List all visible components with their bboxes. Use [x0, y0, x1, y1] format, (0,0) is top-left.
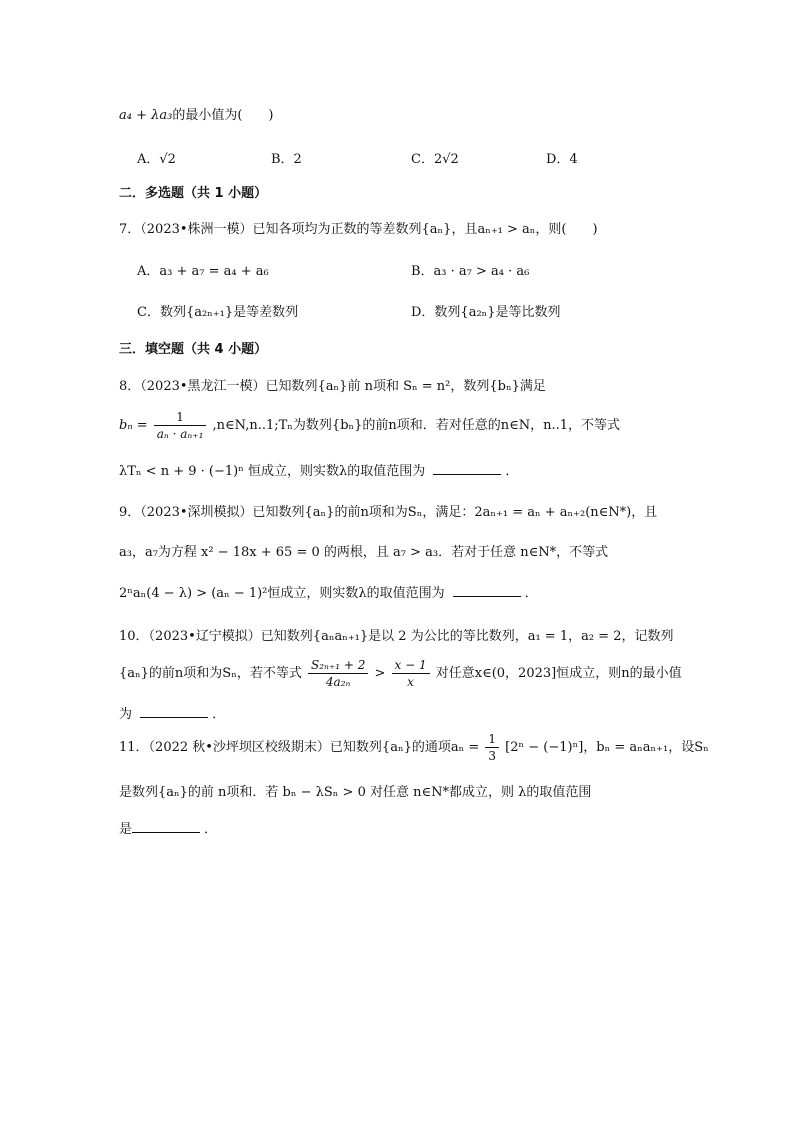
- q6-option-a[interactable]: A．√2: [137, 152, 176, 167]
- q10-period: ．: [212, 707, 226, 722]
- q10-line-2-prefix: {aₙ}的前n项和为Sₙ，若不等式: [119, 666, 302, 681]
- q10-frac-left-numerator: S₂ₙ₊₁ + 2: [308, 657, 368, 674]
- q7-stem: 7．（2023•株洲一模）已知各项均为正数的等差数列{aₙ}，且aₙ₊₁ > aₙ，则( ): [119, 222, 598, 237]
- q8-line-2: [119, 409, 620, 443]
- q7-option-b[interactable]: B．a₃ · a₇ > a₄ · a₆: [411, 264, 530, 279]
- q11-frac-numerator: 1: [485, 731, 499, 748]
- q9-line-1: 9．（2023•深圳模拟）已知数列{aₙ}的前n项和为Sₙ，满足：2aₙ₊₁ = aₙ + aₙ₊₂(n∈N*)，且: [119, 505, 658, 520]
- q11-line-3: [119, 820, 217, 840]
- q11-fraction: [485, 731, 499, 764]
- q11-line-2: 是数列{aₙ}的前 n项和．若 bₙ − λSₙ > 0 对任意 n∈N*都成立，则 λ的取值范围: [119, 785, 592, 800]
- q8-fraction: [154, 409, 207, 442]
- q8-line-3: [119, 462, 518, 482]
- q9-line-3-text: 2ⁿaₙ(4 − λ) > (aₙ − 1)²恒成立，则实数λ的取值范围为: [119, 586, 445, 601]
- q8-line-1: 8．（2023•黑龙江一模）已知数列{aₙ}前 n项和 Sₙ = n²，数列{bₙ}满足: [119, 379, 546, 394]
- q10-fraction-left: [308, 657, 368, 690]
- q8-answer-blank[interactable]: [433, 462, 501, 475]
- q10-frac-right-numerator: x − 1: [392, 657, 430, 674]
- q11-line-1-prefix: 11．（2022 秋•沙坪坝区校级期末）已知数列{aₙ}的通项aₙ =: [119, 740, 480, 755]
- q6-stem-tail: [119, 106, 273, 126]
- q10-greater-than: >: [374, 666, 386, 681]
- q7-option-d[interactable]: D．数列{a₂ₙ}是等比数列: [411, 305, 561, 320]
- q9-answer-blank[interactable]: [453, 584, 521, 597]
- q6-expression: a₄ + λa₃: [119, 108, 173, 123]
- q10-fraction-right: [392, 657, 430, 690]
- q8-line-2-text: ,n∈N,n..1;Tₙ为数列{bₙ}的前n项和．若对任意的n∈N，n..1，不等式: [212, 418, 621, 433]
- q11-frac-denominator: 3: [488, 749, 497, 763]
- q11-line-3-text: 是: [119, 822, 133, 837]
- q6-text: 的最小值为( ): [172, 108, 274, 123]
- q6-option-d[interactable]: D．4: [546, 152, 578, 167]
- q8-b-eq: bₙ =: [119, 418, 148, 433]
- section-heading-multiple-choice: 二．多选题（共 1 小题）: [119, 186, 268, 201]
- q7-option-a[interactable]: A．a₃ + a₇ = a₄ + a₆: [137, 264, 269, 279]
- q8-line-3-text: λTₙ < n + 9 · (−1)ⁿ 恒成立，则实数λ的取值范围为: [119, 464, 426, 479]
- q9-period: ．: [524, 586, 538, 601]
- q9-line-3: [119, 584, 538, 604]
- q8-frac-numerator: 1: [154, 409, 207, 426]
- q11-line-1: [119, 731, 709, 765]
- q10-frac-left-denominator: 4a₂ₙ: [325, 675, 351, 689]
- q9-line-2: a₃，a₇为方程 x² − 18x + 65 = 0 的两根，且 a₇ > a₃．若对于任意 n∈N*，不等式: [119, 545, 609, 560]
- q11-line-1-suffix: [2ⁿ − (−1)ⁿ]，bₙ = aₙaₙ₊₁，设Sₙ: [505, 740, 709, 755]
- q8-frac-denominator: aₙ · aₙ₊₁: [156, 427, 204, 441]
- q10-answer-blank[interactable]: [140, 705, 208, 718]
- q10-line-2-suffix: 对任意x∈(0，2023]恒成立，则n的最小值: [435, 666, 682, 681]
- q11-answer-blank[interactable]: [132, 820, 200, 833]
- section-heading-fill-in: 三．填空题（共 4 小题）: [119, 342, 268, 357]
- q6-option-c[interactable]: C．2√2: [411, 152, 459, 167]
- q10-line-1: 10．（2023•辽宁模拟）已知数列{aₙaₙ₊₁}是以 2 为公比的等比数列，a₁ = 1，a₂ = 2，记数列: [119, 629, 674, 644]
- q6-option-b[interactable]: B．2: [271, 152, 302, 167]
- q8-period: ．: [505, 464, 519, 479]
- q10-line-3: [119, 705, 225, 725]
- q7-option-c[interactable]: C．数列{a₂ₙ₊₁}是等差数列: [137, 305, 299, 320]
- q11-period: ．: [204, 822, 218, 837]
- q10-line-2: [119, 657, 682, 691]
- q10-line-3-text: 为: [119, 707, 133, 722]
- q10-frac-right-denominator: x: [407, 675, 414, 689]
